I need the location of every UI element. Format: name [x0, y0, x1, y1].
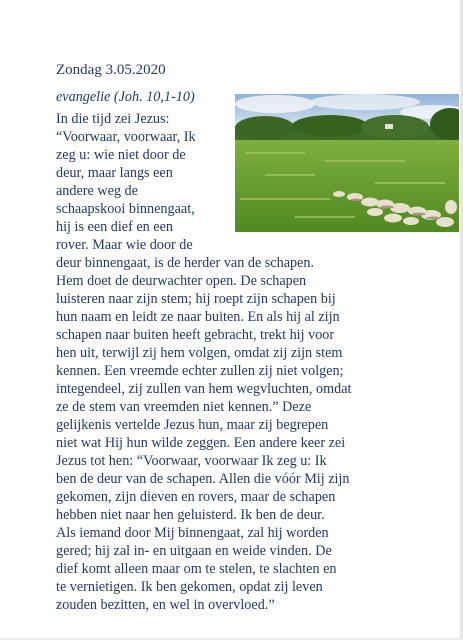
text-line: In die tijd zei Jezus: — [56, 111, 170, 127]
sheep-meadow-photo — [235, 94, 459, 232]
text-line: te vernietigen. Ik ben gekomen, opdat zij leven — [56, 579, 323, 595]
text-line: gered; hij zal in- en uitgaan en weide vinden. De — [56, 543, 332, 559]
text-line: Hem doet de deurwachter open. De schapen — [56, 273, 307, 289]
text-line: deur binnengaat, is de herder van de schapen. — [56, 255, 315, 271]
date-heading: Zondag 3.05.2020 — [56, 62, 166, 78]
text-line: Als iemand door Mij binnengaat, zal hij worden — [56, 525, 329, 541]
text-line: hen uit, terwijl zij hem volgen, omdat zij zijn stem — [56, 345, 343, 361]
text-line: andere weg de — [56, 183, 138, 199]
text-line: niet wat Hij hun wilde zeggen. Een andere keer zei — [56, 435, 346, 451]
text-line: deur, maar langs een — [56, 165, 173, 181]
text-line: rover. Maar wie door de — [56, 237, 193, 253]
text-line: kennen. Een vreemde echter zullen zij niet volgen; — [56, 363, 344, 379]
text-line: Jezus tot hen: “Voorwaar, voorwaar Ik zeg u: Ik — [56, 453, 327, 469]
text-line: schaapskooi binnengaat, — [56, 201, 195, 217]
text-line: ben de deur van de schapen. Allen die vóór Mij zijn — [56, 471, 350, 487]
text-line: zouden bezitten, en wel in overvloed.” — [56, 597, 275, 613]
text-line: dief komt alleen maar om te stelen, te slachten en — [56, 561, 337, 577]
text-line: gekomen, zijn dieven en rovers, maar de schapen — [56, 489, 336, 505]
gospel-reference: evangelie (Joh. 10,1-10) — [56, 89, 195, 105]
text-line: zeg u: wie niet door de — [56, 147, 186, 163]
text-line: integendeel, zij zullen van hem wegvluchten, omdat — [56, 381, 352, 397]
text-line: “Voorwaar, voorwaar, Ik — [56, 129, 196, 145]
text-line: gelijkenis vertelde Jezus hun, maar zij begrepen — [56, 417, 329, 433]
text-line: ze de stem van vreemden niet kennen.” Deze — [56, 399, 312, 415]
text-line: hij is een dief en een — [56, 219, 173, 235]
text-line: hun naam en leidt ze naar buiten. En als hij al zijn — [56, 309, 340, 325]
text-line: hebben niet naar hen geluisterd. Ik ben de deur. — [56, 507, 325, 523]
text-line: schapen naar buiten heeft gebracht, trekt hij voor — [56, 327, 335, 343]
text-line: luisteren naar zijn stem; hij roept zijn schapen bij — [56, 291, 336, 307]
